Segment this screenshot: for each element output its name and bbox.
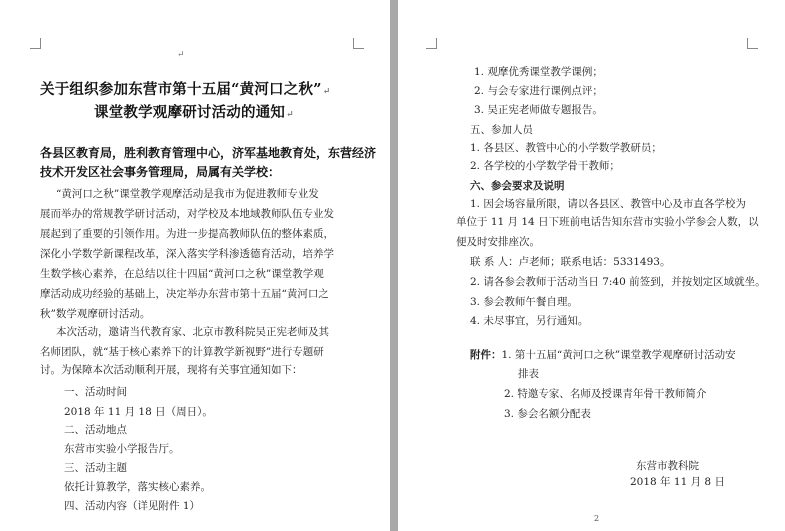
section-heading: 一、活动时间 [64,386,127,398]
paragraph-mark: ↵ [177,50,185,60]
body-line: 2018 年 11 月 18 日（周日）。 [64,406,213,418]
attachment-item: 排表 [518,368,539,380]
body-line: 展而举办的常规教学研讨活动，对学校及本地域教师队伍专业发 [40,208,334,220]
body-line: 2. 请各参会教师于活动当日 7:40 前签到，并按划定区域就坐。 [470,276,766,288]
signer: 东营市教科院 [636,460,699,472]
crop-mark [353,38,364,49]
body-line: 东营市实验小学报告厅。 [64,443,180,455]
body-line: “黄河口之秋”课堂教学观摩活动是我市为促进教师专业发 [56,188,319,200]
body-line: 依托计算教学，落实核心素养。 [64,481,211,493]
address-line-1: 各县区教育局，胜利教育管理中心，济军基地教育处，东营经济 [40,146,377,160]
body-line: 名师团队，就“基于核心素养下的计算教学新视野”进行专题研 [40,346,324,358]
attachments-label: 附件： [470,349,502,361]
body-line: 秋”数学观摩研讨活动。 [40,308,151,320]
body-line: 3. 参会教师午餐自理。 [470,296,578,308]
body-line: 4. 未尽事宜，另行通知。 [470,315,589,327]
attachment-item: 3. 参会名额分配表 [504,408,591,420]
body-line: 展起到了重要的引领作用。为进一步提高教师队伍的整体素质， [40,228,334,240]
section-heading: 五、参加人员 [470,124,533,136]
body-line: 深化小学数学新课程改革，深入落实学科渗透德育活动，培养学 [40,248,334,260]
contact-line: 联 系 人：卢老师；联系电话：5331493。 [470,256,671,268]
body-line: 单位于 11 月 14 日下班前电话告知东营市实验小学参会人数，以 [456,216,759,228]
signature-date: 2018 年 11 月 8 日 [630,476,725,488]
document-page-1 [0,0,390,531]
attachments: 附件：1. 第十五届“黄河口之秋”课堂教学观摩研讨活动安 [470,349,736,361]
attachment-item: 2. 特邀专家、名师及授课青年骨干教师简介 [504,388,707,400]
section-heading: 六、参会要求及说明 [470,180,565,192]
body-line: 便及时安排座次。 [456,236,540,248]
attendee-item: 1. 各县区、教管中心的小学数学教研员； [470,142,662,154]
crop-mark [426,38,437,49]
body-line: 摩活动成功经验的基础上，决定举办东营市第十五届“黄河口之 [40,288,329,300]
section-heading: 三、活动主题 [64,462,127,474]
section-heading: 二、活动地点 [64,424,127,436]
content-item: 2. 与会专家进行课例点评； [474,85,603,97]
body-line: 生数学核心素养，在总结以往十四届“黄河口之秋”课堂教学观 [40,268,324,280]
document-title-line-1: 关于组织参加东营市第十五届“黄河口之秋”↵ [40,81,331,98]
section-heading: 四、活动内容（详见附件 1） [64,500,201,512]
crop-mark [30,38,41,49]
body-line: 1. 因会场容量所限，请以各县区、教管中心及市直各学校为 [470,198,746,210]
body-line: 讨。为保障本次活动顺利开展，现将有关事宜通知如下： [40,364,303,376]
address-line-2: 技术开发区社会事务管理局，局属有关学校： [40,165,281,179]
attendee-item: 2. 各学校的小学数学骨干教师； [470,160,620,172]
content-item: 3. 吴正宪老师做专题报告。 [474,104,603,116]
body-line: 本次活动，邀请当代教育家、北京市教科院吴正宪老师及其 [56,326,329,338]
content-item: 1. 观摩优秀课堂教学课例； [474,66,603,78]
document-page-2 [398,0,785,531]
page-number: 2 [594,514,600,523]
document-title-line-2: 课堂教学观摩研讨活动的通知↵ [94,104,294,121]
crop-mark [747,38,758,49]
